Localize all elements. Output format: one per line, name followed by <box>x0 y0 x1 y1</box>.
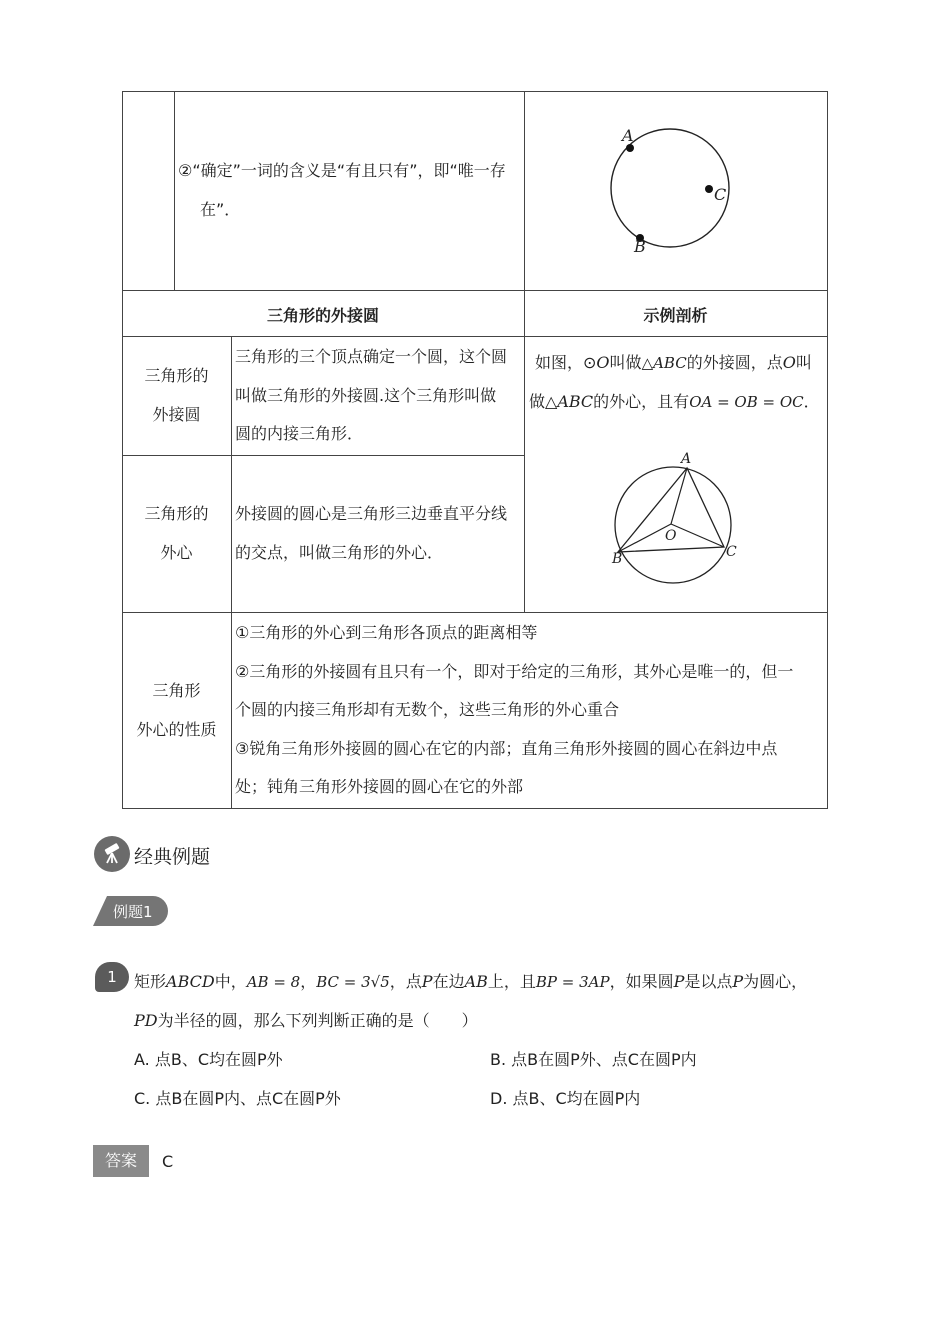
answer-label: 答案 <box>93 1145 149 1177</box>
label-c: C <box>726 544 737 560</box>
question-stem-line1: 矩形ABCD中，AB = 8，BC = 3√5，点P在边AB上，且BP = 3AP，如果圆P是以点P为圆心， <box>134 972 808 991</box>
uniqueness-note <box>178 152 518 229</box>
label-b: B <box>612 551 623 567</box>
option-d[interactable]: D. 点B、C均在圆P内 <box>490 1089 641 1108</box>
label-b: B <box>634 237 646 256</box>
point-a <box>626 144 634 152</box>
example-analysis-text: 如图，⊙O叫做△ABC的外接圆，点O叫 做△ABC的外心，且有OA = OB = OC． <box>529 353 820 411</box>
label-a: A <box>622 126 634 145</box>
header-circumcircle: 三角形的外接圆 <box>266 306 379 325</box>
label-c: C <box>714 185 727 204</box>
example-tag <box>93 896 168 926</box>
uniqueness-note-line1: ②“确定”一词的含义是“有且只有”，即“唯一存 <box>178 161 506 180</box>
property-item: ①三角形的外心到三角形各顶点的距离相等 <box>235 623 538 642</box>
property-list <box>235 614 825 807</box>
option-c[interactable]: C. 点B在圆P内、点C在圆P外 <box>134 1089 341 1108</box>
circle-abc-figure <box>600 122 740 257</box>
property-item: ②三角形的外接圆有且只有一个，即对于给定的三角形，其外心是唯一的，但一 <box>235 661 794 681</box>
circumcenter-label: 三角形的 外心 <box>144 504 209 562</box>
circumcenter-definition: 外接圆的圆心是三角形三边垂直平分线 的交点，叫做三角形的外心． <box>235 504 508 562</box>
option-b[interactable]: B. 点B在圆P外、点C在圆P内 <box>490 1050 697 1069</box>
question-stem-line2: PD为半径的圆，那么下列判断正确的是（ ） <box>134 1011 478 1030</box>
uniqueness-note-line2: 在”． <box>200 199 241 219</box>
option-a[interactable]: A. 点B、C均在圆P外 <box>134 1050 283 1069</box>
circumcircle-label: 三角形的 外接圆 <box>144 366 209 424</box>
example-tag-label: 例题1 <box>113 903 153 921</box>
property-item: 处；钝角三角形外接圆的圆心在它的外部 <box>235 777 524 796</box>
header-example-analysis: 示例剖析 <box>643 306 708 325</box>
segment-oa <box>671 468 687 524</box>
property-item: 个圆的内接三角形却有无数个，这些三角形的外心重合 <box>235 700 620 719</box>
property-label: 三角形 外心的性质 <box>136 681 217 739</box>
question-number-badge: 1 <box>95 962 129 992</box>
label-o: O <box>665 528 677 544</box>
circumcircle-figure <box>605 448 755 588</box>
section-title: 经典例题 <box>134 846 211 868</box>
answer-value: C <box>162 1152 174 1171</box>
segment-ob <box>618 524 671 552</box>
point-c <box>705 185 713 193</box>
segment-oc <box>671 524 724 547</box>
telescope-icon <box>94 836 130 872</box>
property-item: ③锐角三角形外接圆的圆心在它的内部；直角三角形外接圆的圆心在斜边中点 <box>235 738 778 758</box>
label-a: A <box>681 451 692 467</box>
circumcircle-definition: 三角形的三个顶点确定一个圆，这个圆 叫做三角形的外接圆.这个三角形叫做 圆的内接三角形． <box>235 347 508 443</box>
